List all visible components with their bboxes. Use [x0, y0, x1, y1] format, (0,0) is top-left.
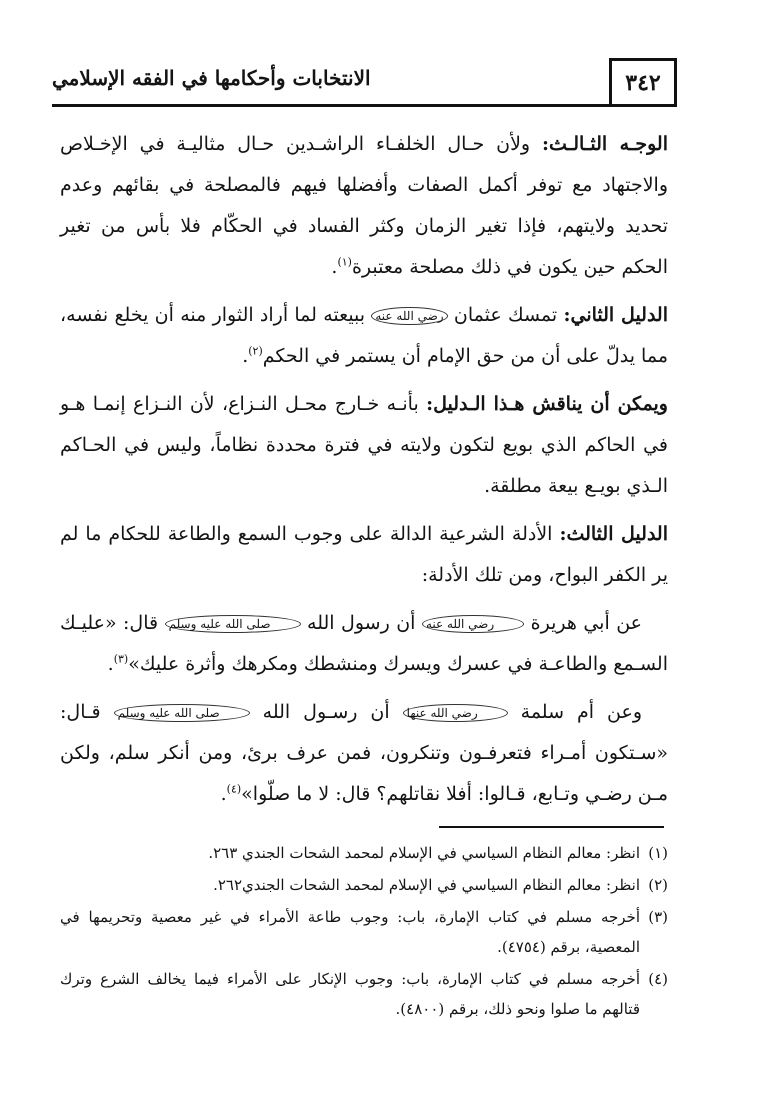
paragraph-end: . [242, 345, 249, 367]
footnote-text: أخرجه مسلم في كتاب الإمارة، باب: وجوب الإنكار على الأمراء فيما يخالف الشرع وترك قتالهم ما صلوا ونحو ذلك، برقم (٤٨٠٠). [60, 970, 640, 1018]
paragraph-third-aspect [60, 124, 668, 288]
page-header [52, 58, 677, 107]
paragraph-rebuttal [60, 384, 668, 507]
footnote-number: (٣) [648, 908, 668, 926]
footnote-separator [439, 826, 664, 828]
main-text [60, 124, 668, 822]
paragraph-text: ولأن حـال الخلفـاء الراشـدين حـال مثاليـة في الإخـلاص والاجتهاد مع توفر أكمل الصفات وأفضلها فيهم فالمصلحة في بقائهم وعدم تحديد ولايتهم، فإذا تغير الزمان وكثر الفساد في الحكّام فلا بأس من تغير الحكم حين يكون في ذلك مصلحة معتبرة [60, 133, 668, 278]
honorific-glyph: رضي الله عنه [422, 615, 524, 633]
paragraph-text: عن أبي هريرة [524, 612, 642, 634]
footnote-number: (٤) [648, 970, 668, 988]
honorific-glyph: رضي الله عنه [371, 307, 447, 325]
footnote-text: انظر: معالم النظام السياسي في الإسلام لمحمد الشحات الجندي٢٦٢. [213, 876, 640, 894]
honorific-glyph: صلى الله عليه وسلم [165, 615, 301, 633]
page-number: ٣٤٢ [609, 58, 677, 104]
footnote-text: انظر: معالم النظام السياسي في الإسلام لمحمد الشحات الجندي ٢٦٣. [208, 844, 640, 862]
paragraph-end: . [220, 783, 227, 805]
honorific-glyph: رضي الله عنها [403, 704, 508, 722]
paragraph-text: وعن أم سلمة [507, 701, 642, 723]
paragraph-text: قال: «عليـك السـمع والطاعـة في عسرك ويسرك ومنشطك ومكرهك وأثرة عليك» [60, 612, 668, 675]
paragraph-text: ببيعته لما أراد الثوار منه أن يخلع نفسه، مما يدلّ على أن من حق الإمام أن يستمر في الحكم [60, 304, 668, 367]
paragraph-text: أن رسـول الله [249, 701, 403, 723]
paragraph-text: قـال: «سـتكون أمـراء فتعرفـون وتنكرون، فمن عرف برئ، ومن أنكر سلم، ولكن مـن رضـي وتـابع، قـالوا: أفلا نقاتلهم؟ قال: لا ما صلّوا» [60, 701, 668, 805]
footnote-ref-1[interactable]: (١) [337, 255, 352, 269]
footnote-number: (٢) [648, 876, 668, 894]
paragraph-end: . [331, 256, 338, 278]
paragraph-lead: الدليل الثاني: [563, 304, 669, 326]
footnote-item [60, 902, 668, 962]
paragraph-text: الأدلة الشرعية الدالة على وجوب السمع والطاعة للحكام ما لم ير الكفر البواح، ومن تلك الأدلة: [60, 523, 668, 586]
paragraph-text: تمسك عثمان [447, 304, 564, 326]
footnotes [60, 838, 668, 1026]
paragraph-third-evidence [60, 514, 668, 596]
footnote-item [60, 964, 668, 1024]
footnote-item [60, 838, 668, 868]
footnote-text: أخرجه مسلم في كتاب الإمارة، باب: وجوب طاعة الأمراء في غير معصية وتحريمها في المعصية، برقم (٤٧٥٤). [60, 908, 640, 956]
paragraph-hadith-umm-salama [60, 692, 668, 815]
paragraph-text: بأنـه خـارج محـل النـزاع، لأن النـزاع إنمـا هـو في الحاكم الذي بويع لتكون ولايته في فترة محددة نظاماً، وليس في الحـاكم الـذي بويـع بيعة مطلقة. [60, 393, 668, 497]
footnote-ref-4[interactable]: (٤) [226, 782, 242, 796]
running-title: الانتخابات وأحكامها في الفقه الإسلامي [52, 66, 371, 90]
footnote-number: (١) [648, 844, 668, 862]
paragraph-lead: ويمكن أن يناقش هـذا الـدليل: [426, 393, 668, 415]
footnote-item [60, 870, 668, 900]
paragraph-lead: الوجـه الثـالـث: [541, 133, 668, 155]
paragraph-second-evidence [60, 295, 668, 377]
footnote-ref-3[interactable]: (٣) [113, 652, 129, 666]
paragraph-end: . [107, 653, 114, 675]
paragraph-text: أن رسول الله [300, 612, 422, 634]
footnote-ref-2[interactable]: (٢) [248, 344, 263, 358]
paragraph-lead: الدليل الثالث: [559, 523, 668, 545]
paragraph-hadith-abu-hurayra [60, 603, 668, 685]
honorific-glyph: صلى الله عليه وسلم [114, 704, 250, 722]
